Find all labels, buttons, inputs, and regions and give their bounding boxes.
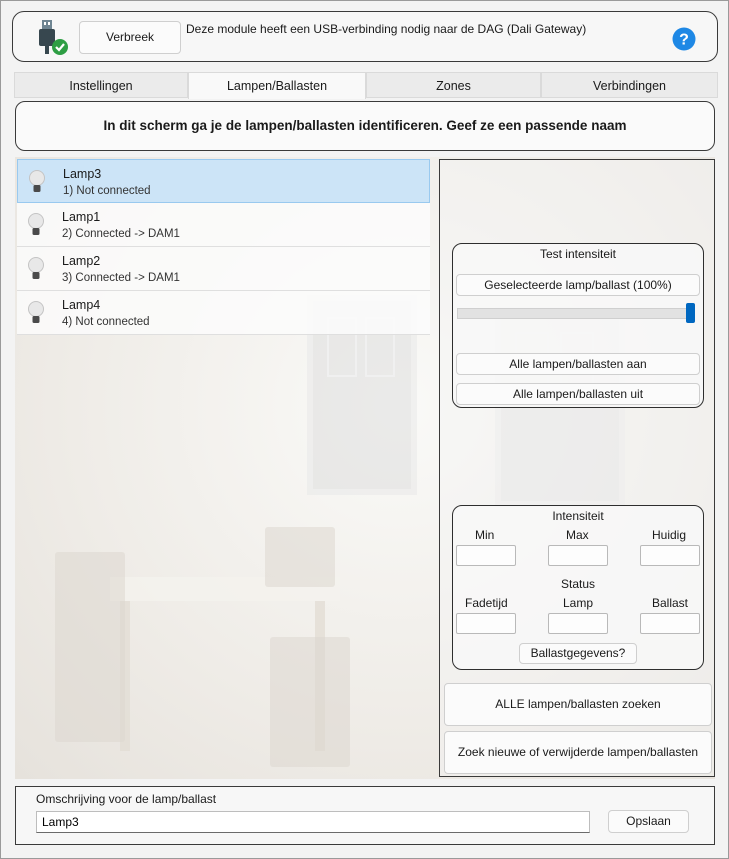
lamp-status: 3) Connected -> DAM1 [62, 272, 180, 284]
description-label: Omschrijving voor de lamp/ballast [36, 792, 217, 806]
lamp-status: 1) Not connected [63, 185, 151, 197]
intensity-group [452, 505, 704, 670]
intensity-slider-thumb[interactable] [686, 303, 695, 323]
instruction-banner: In dit scherm ga je de lampen/ballasten identificeren. Geef ze een passende naam [15, 101, 715, 151]
description-section [15, 786, 715, 845]
fade-time-field[interactable] [456, 613, 516, 634]
min-field[interactable] [456, 545, 516, 566]
test-intensity-title: Test intensiteit [539, 247, 617, 261]
tab-bar [14, 72, 718, 98]
light-bulb-icon [27, 212, 45, 238]
min-label: Min [475, 528, 495, 542]
max-label: Max [566, 528, 589, 542]
control-panel [439, 159, 715, 777]
ballast-status-field[interactable] [640, 613, 700, 634]
selected-lamp-test-button[interactable]: Geselecteerde lamp/ballast (100%) [456, 274, 700, 296]
list-item[interactable] [17, 203, 430, 247]
tab-zones[interactable]: Zones [366, 72, 541, 98]
intensity-title: Intensiteit [552, 509, 604, 523]
usb-connected-icon [35, 18, 75, 58]
light-bulb-icon [27, 300, 45, 326]
current-label: Huidig [652, 528, 687, 542]
disconnect-button[interactable]: Verbreek [79, 21, 181, 54]
search-all-lamps-button[interactable]: ALLE lampen/ballasten zoeken [444, 683, 712, 726]
max-field[interactable] [548, 545, 608, 566]
tab-verbindingen[interactable]: Verbindingen [541, 72, 718, 98]
help-icon[interactable] [672, 27, 696, 51]
status-title: Status [560, 577, 596, 591]
svg-text:?: ? [679, 31, 689, 49]
lamp-status: 2) Connected -> DAM1 [62, 228, 180, 240]
lamp-status: 4) Not connected [62, 316, 150, 328]
lamp-status-field[interactable] [548, 613, 608, 634]
lamp-name: Lamp4 [62, 298, 101, 312]
tab-lampen-ballasten[interactable]: Lampen/Ballasten [188, 72, 366, 99]
all-lamps-on-button[interactable]: Alle lampen/ballasten aan [456, 353, 700, 375]
all-lamps-off-button[interactable]: Alle lampen/ballasten uit [456, 383, 700, 405]
light-bulb-icon [27, 256, 45, 282]
test-intensity-group [452, 243, 704, 408]
lamp-label: Lamp [563, 596, 594, 610]
tab-instellingen[interactable]: Instellingen [14, 72, 188, 98]
light-bulb-icon [28, 169, 46, 195]
connection-header [12, 11, 718, 62]
save-button[interactable]: Opslaan [608, 810, 689, 833]
ballast-data-button[interactable]: Ballastgegevens? [519, 643, 637, 664]
lamp-name: Lamp1 [62, 210, 101, 224]
ballast-label: Ballast [652, 596, 689, 610]
usb-message: Deze module heeft een USB-verbinding nodig naar de DAG (Dali Gateway) [186, 22, 587, 36]
intensity-slider-track[interactable] [457, 308, 693, 319]
current-field[interactable] [640, 545, 700, 566]
list-item[interactable] [17, 291, 430, 335]
fade-time-label: Fadetijd [465, 596, 508, 610]
lamp-name: Lamp3 [63, 167, 102, 181]
list-item[interactable] [17, 247, 430, 291]
search-new-lamps-button[interactable]: Zoek nieuwe of verwijderde lampen/ballasten [444, 731, 712, 774]
lamp-name: Lamp2 [62, 254, 101, 268]
list-item[interactable] [17, 159, 430, 203]
lamp-list [17, 159, 430, 335]
description-input[interactable] [36, 811, 590, 833]
